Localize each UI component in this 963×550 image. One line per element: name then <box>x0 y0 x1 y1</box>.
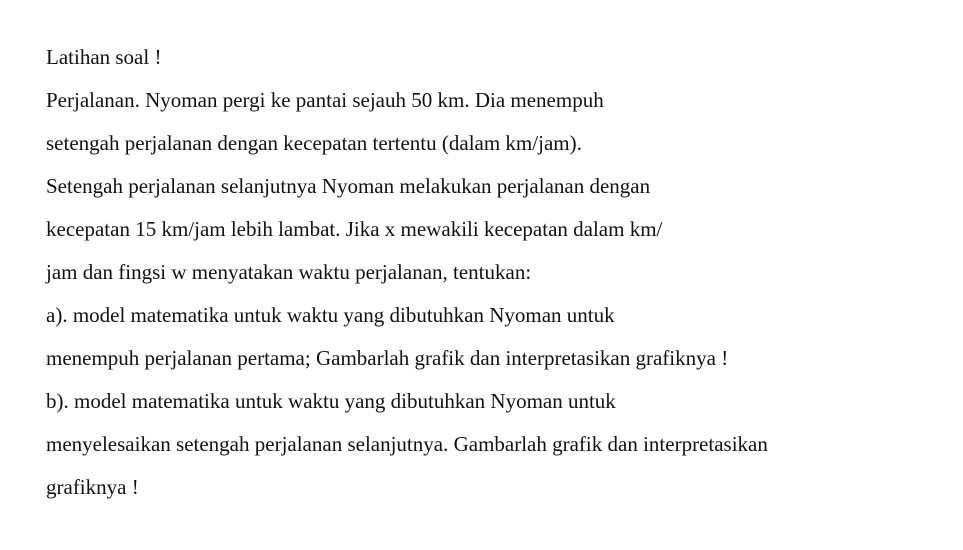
problem-line: setengah perjalanan dengan kecepatan tertentu (dalam km/jam). <box>46 131 582 155</box>
question-b-line: grafiknya ! <box>46 475 139 499</box>
problem-line: Perjalanan. Nyoman pergi ke pantai sejauh 50 km. Dia menempuh <box>46 88 604 112</box>
question-a-line: menempuh perjalanan pertama; Gambarlah grafik dan interpretasikan grafiknya ! <box>46 346 729 370</box>
question-a-line: a). model matematika untuk waktu yang dibutuhkan Nyoman untuk <box>46 303 615 327</box>
problem-line: kecepatan 15 km/jam lebih lambat. Jika x mewakili kecepatan dalam km/ <box>46 217 663 241</box>
problem-line: jam dan fingsi w menyatakan waktu perjalanan, tentukan: <box>46 260 532 284</box>
question-b-line: b). model matematika untuk waktu yang dibutuhkan Nyoman untuk <box>46 389 616 413</box>
problem-text-block <box>46 36 946 509</box>
problem-line: Setengah perjalanan selanjutnya Nyoman melakukan perjalanan dengan <box>46 174 651 198</box>
exercise-heading: Latihan soal ! <box>46 45 162 69</box>
question-b-line: menyelesaikan setengah perjalanan selanjutnya. Gambarlah grafik dan interpretasikan <box>46 432 768 456</box>
